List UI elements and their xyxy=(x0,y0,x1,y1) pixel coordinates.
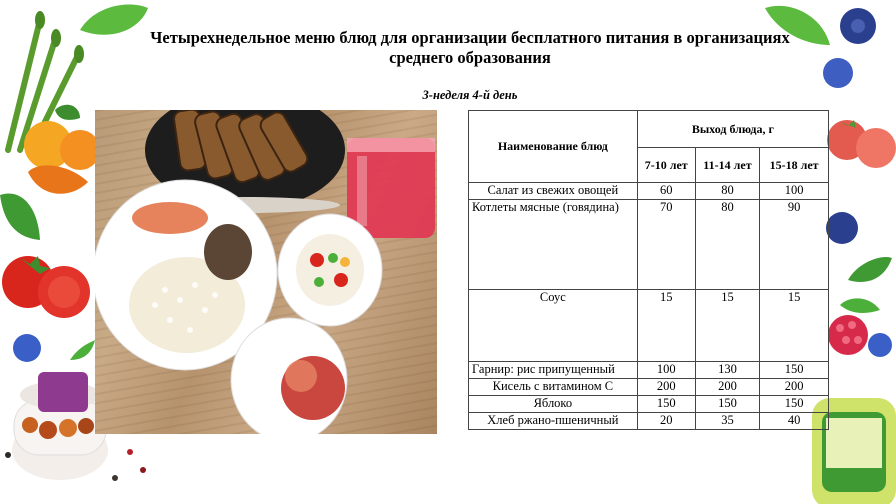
peppercorn-icon xyxy=(127,449,133,455)
portion-15-18: 100 xyxy=(760,183,829,200)
tomato-icon xyxy=(2,256,90,318)
portion-7-10: 20 xyxy=(637,413,695,430)
portion-7-10: 60 xyxy=(637,183,695,200)
dish-name: Соус xyxy=(469,290,638,362)
portion-11-14: 15 xyxy=(695,290,759,362)
table-row xyxy=(469,379,829,396)
page-title: Четырехнедельное меню блюд для организации бесплатного питания в организациях среднего образования xyxy=(150,28,790,67)
peppercorn-icon xyxy=(5,452,11,458)
blueberry-icon xyxy=(826,212,858,244)
peppercorn-icon xyxy=(112,475,118,481)
portion-11-14: 130 xyxy=(695,362,759,379)
leaf-icon xyxy=(0,193,40,240)
asparagus-tips-icon xyxy=(35,11,84,63)
table-row xyxy=(469,200,829,290)
dish-name: Яблоко xyxy=(469,396,638,413)
blueberry-icon xyxy=(13,334,41,362)
portion-15-18: 15 xyxy=(760,290,829,362)
header-dish-name: Наименование блюд xyxy=(469,111,638,183)
header-age-7-10: 7-10 лет xyxy=(637,148,695,183)
table-row xyxy=(469,413,829,430)
portion-7-10: 200 xyxy=(637,379,695,396)
dish-name: Котлеты мясные (говядина) xyxy=(469,200,638,290)
table-row xyxy=(469,362,829,379)
dish-name: Гарнир: рис припущенный xyxy=(469,362,638,379)
portion-7-10: 15 xyxy=(637,290,695,362)
table-row xyxy=(469,290,829,362)
salad-bowl-icon xyxy=(278,214,382,326)
portion-11-14: 200 xyxy=(695,379,759,396)
header-age-15-18: 15-18 лет xyxy=(760,148,829,183)
apricot-icon xyxy=(24,105,100,194)
apple-bowl-icon xyxy=(231,318,347,434)
leaf-icon xyxy=(80,4,148,34)
tomato-icon xyxy=(827,120,896,168)
jar-icon xyxy=(12,372,108,480)
dish-name: Хлеб ржано-пшеничный xyxy=(469,413,638,430)
portion-11-14: 80 xyxy=(695,200,759,290)
portion-11-14: 150 xyxy=(695,396,759,413)
leaf-icon xyxy=(70,340,95,360)
portion-15-18: 150 xyxy=(760,396,829,413)
portion-11-14: 80 xyxy=(695,183,759,200)
portion-7-10: 70 xyxy=(637,200,695,290)
portion-7-10: 150 xyxy=(637,396,695,413)
menu-table xyxy=(468,110,829,430)
portion-11-14: 35 xyxy=(695,413,759,430)
header-age-11-14: 11-14 лет xyxy=(695,148,759,183)
dish-name: Салат из свежих овощей xyxy=(469,183,638,200)
peppercorn-icon xyxy=(140,467,146,473)
portion-15-18: 90 xyxy=(760,200,829,290)
table-row xyxy=(469,183,829,200)
portion-15-18: 150 xyxy=(760,362,829,379)
portion-7-10: 100 xyxy=(637,362,695,379)
blueberry-icon xyxy=(868,333,892,357)
blueberry-icon xyxy=(823,58,853,88)
week-day-subtitle: 3-неделя 4-й день xyxy=(422,88,518,102)
portion-15-18: 200 xyxy=(760,379,829,396)
kissel-glass-icon xyxy=(347,138,435,238)
header-output-group: Выход блюда, г xyxy=(637,111,828,148)
table-row xyxy=(469,396,829,413)
dish-name: Кисель с витамином С xyxy=(469,379,638,396)
portion-15-18: 40 xyxy=(760,413,829,430)
meal-photo xyxy=(95,110,437,434)
leaf-icon xyxy=(848,257,892,282)
